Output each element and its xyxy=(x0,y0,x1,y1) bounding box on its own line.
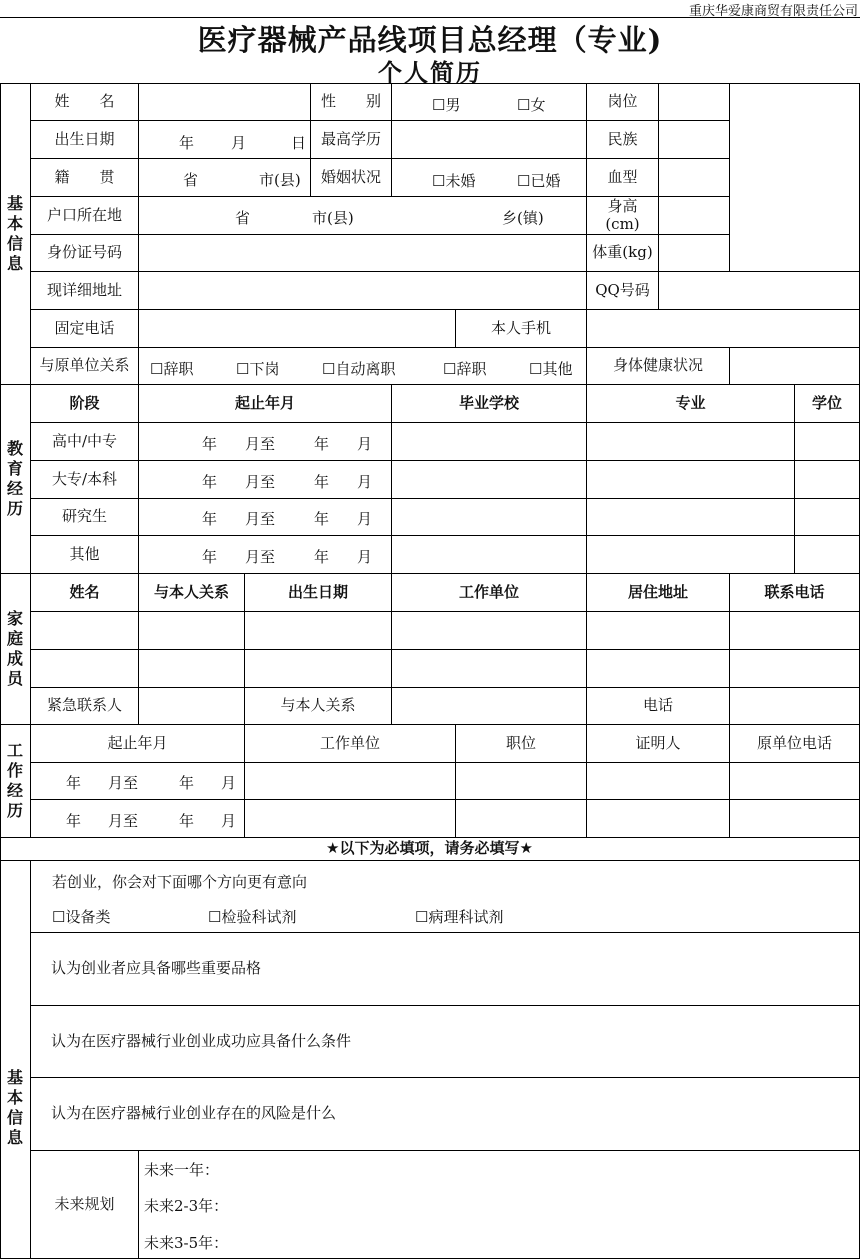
emergency-label: 紧急联系人 xyxy=(31,688,139,725)
fam-header-relation: 与本人关系 xyxy=(139,574,245,612)
fam-phone-input[interactable] xyxy=(730,650,860,688)
gender-male-checkbox[interactable]: ☐男 xyxy=(432,96,461,114)
work-header-phone: 原单位电话 xyxy=(730,725,860,763)
qq-label: QQ号码 xyxy=(587,272,659,310)
tel-input[interactable] xyxy=(139,310,456,348)
work-phone-input[interactable] xyxy=(730,800,860,838)
work-phone-input[interactable] xyxy=(730,763,860,800)
work-period-m1: 月至 xyxy=(108,812,139,830)
education-label: 最高学历 xyxy=(311,121,392,159)
edu-major-input[interactable] xyxy=(587,461,795,499)
rel-laidoff-checkbox[interactable]: ☐下岗 xyxy=(236,360,280,378)
qq-input[interactable] xyxy=(659,272,860,310)
marital-label: 婚姻状况 xyxy=(311,159,392,197)
edu-period-y1: 年 xyxy=(202,473,218,491)
page-title: 医疗器械产品线项目总经理（专业) xyxy=(197,23,663,57)
page-subtitle: 个人简历 xyxy=(378,58,482,87)
rel-other-checkbox[interactable]: ☐其他 xyxy=(529,360,573,378)
native-label: 籍 贯 xyxy=(31,159,139,197)
health-input[interactable] xyxy=(730,348,860,385)
height-input[interactable] xyxy=(659,197,730,235)
edu-stage: 高中/中专 xyxy=(31,423,139,461)
weight-input[interactable] xyxy=(659,235,730,272)
fam-header-address: 居住地址 xyxy=(587,574,730,612)
edu-period-y1: 年 xyxy=(202,548,218,566)
native-city: 市(县) xyxy=(259,171,301,189)
edu-degree-input[interactable] xyxy=(795,536,860,574)
work-header-employer: 工作单位 xyxy=(245,725,456,763)
hukou-town: 乡(镇) xyxy=(502,209,544,227)
direction-question-text: 若创业，你会对下面哪个方向更有意向 xyxy=(52,873,308,891)
rel-resign-checkbox[interactable]: ☐辞职 xyxy=(150,360,194,378)
work-period-y1: 年 xyxy=(66,812,82,830)
lab-reagent-checkbox[interactable]: ☐检验科试剂 xyxy=(208,908,297,926)
work-employer-input[interactable] xyxy=(245,800,456,838)
edu-school-input[interactable] xyxy=(392,499,587,536)
edu-stage: 大专/本科 xyxy=(31,461,139,499)
photo-box[interactable] xyxy=(730,83,860,272)
plan-two-three-years: 未来2-3年： xyxy=(144,1197,229,1215)
weight-label: 体重(kg) xyxy=(587,235,659,272)
edu-stage: 其他 xyxy=(31,536,139,574)
work-reference-input[interactable] xyxy=(587,800,730,838)
education-input[interactable] xyxy=(392,121,587,159)
ethnic-label: 民族 xyxy=(587,121,659,159)
id-label: 身份证号码 xyxy=(31,235,139,272)
fam-header-name: 姓名 xyxy=(31,574,139,612)
section-education: 教育经历 xyxy=(0,385,31,574)
emergency-phone-input[interactable] xyxy=(730,688,860,725)
required-banner: ★以下为必填项，请务必填写★ xyxy=(0,838,860,861)
section-required: 基本信息 xyxy=(0,861,31,1259)
edu-header-stage: 阶段 xyxy=(31,385,139,423)
future-plan-label: 未来规划 xyxy=(31,1151,139,1259)
emergency-input[interactable] xyxy=(139,688,245,725)
emergency-relation-label: 与本人关系 xyxy=(245,688,392,725)
birth-month: 月 xyxy=(231,134,247,152)
success-conditions-question[interactable]: 认为在医疗器械行业创业成功应具备什么条件 xyxy=(31,1006,860,1078)
work-period-m2: 月 xyxy=(221,812,237,830)
edu-period-m1: 月至 xyxy=(245,510,276,528)
fam-relation-input[interactable] xyxy=(139,612,245,650)
fam-header-employer: 工作单位 xyxy=(392,574,587,612)
fam-name-input[interactable] xyxy=(31,650,139,688)
rel-selfleave-checkbox[interactable]: ☐自动离职 xyxy=(322,360,396,378)
edu-period-y1: 年 xyxy=(202,510,218,528)
health-label: 身体健康状况 xyxy=(587,348,730,385)
mobile-input[interactable] xyxy=(587,310,860,348)
hukou-label: 户口所在地 xyxy=(31,197,139,235)
edu-period-m1: 月至 xyxy=(245,435,276,453)
birth-year: 年 xyxy=(179,134,195,152)
fam-header-phone: 联系电话 xyxy=(730,574,860,612)
gender-label: 性 别 xyxy=(311,83,392,121)
relation-label: 与原单位关系 xyxy=(31,348,139,385)
company-name: 重庆华爱康商贸有限责任公司 xyxy=(688,4,858,19)
edu-period-m2: 月 xyxy=(357,548,373,566)
edu-period-m2: 月 xyxy=(357,473,373,491)
work-period-y2: 年 xyxy=(179,774,195,792)
fam-birth-input[interactable] xyxy=(245,612,392,650)
edu-major-input[interactable] xyxy=(587,536,795,574)
work-employer-input[interactable] xyxy=(245,763,456,800)
blood-label: 血型 xyxy=(587,159,659,197)
hukou-province: 省 xyxy=(235,209,251,227)
fam-employer-input[interactable] xyxy=(392,612,587,650)
edu-period-y1: 年 xyxy=(202,435,218,453)
edu-degree-input[interactable] xyxy=(795,423,860,461)
address-label: 现详细地址 xyxy=(31,272,139,310)
section-basic: 基本信息 xyxy=(0,83,31,385)
edu-period-m1: 月至 xyxy=(245,548,276,566)
edu-stage: 研究生 xyxy=(31,499,139,536)
section-family: 家庭成员 xyxy=(0,574,31,725)
edu-period-m1: 月至 xyxy=(245,473,276,491)
work-period-y2: 年 xyxy=(179,812,195,830)
address-input[interactable] xyxy=(139,272,587,310)
work-header-reference: 证明人 xyxy=(587,725,730,763)
unmarried-checkbox[interactable]: ☐未婚 xyxy=(432,172,476,190)
post-label: 岗位 xyxy=(587,83,659,121)
edu-degree-input[interactable] xyxy=(795,499,860,536)
edu-school-input[interactable] xyxy=(392,423,587,461)
id-input[interactable] xyxy=(139,235,587,272)
hukou-city: 市(县) xyxy=(312,209,354,227)
edu-major-input[interactable] xyxy=(587,423,795,461)
edu-header-period: 起止年月 xyxy=(139,385,392,423)
name-label: 姓 名 xyxy=(31,83,139,121)
blood-input[interactable] xyxy=(659,159,730,197)
work-period-y1: 年 xyxy=(66,774,82,792)
gender-field xyxy=(392,83,587,121)
gender-female-checkbox[interactable]: ☐女 xyxy=(517,96,546,114)
birth-input[interactable] xyxy=(139,121,311,159)
edu-school-input[interactable] xyxy=(392,461,587,499)
edu-period-m2: 月 xyxy=(357,510,373,528)
plan-one-year: 未来一年： xyxy=(144,1161,220,1179)
mobile-label: 本人手机 xyxy=(456,310,587,348)
edu-header-degree: 学位 xyxy=(795,385,860,423)
fam-name-input[interactable] xyxy=(31,612,139,650)
pathology-reagent-checkbox[interactable]: ☐病理科试剂 xyxy=(415,908,504,926)
fam-birth-input[interactable] xyxy=(245,650,392,688)
emergency-relation-input[interactable] xyxy=(392,688,587,725)
edu-header-school: 毕业学校 xyxy=(392,385,587,423)
edu-period-y2: 年 xyxy=(314,473,330,491)
name-input[interactable] xyxy=(139,83,311,121)
work-period-m2: 月 xyxy=(221,774,237,792)
future-plan-input[interactable] xyxy=(139,1151,860,1259)
fam-header-birth: 出生日期 xyxy=(245,574,392,612)
edu-period-y2: 年 xyxy=(314,510,330,528)
work-reference-input[interactable] xyxy=(587,763,730,800)
emergency-phone-label: 电话 xyxy=(587,688,730,725)
edu-period-y2: 年 xyxy=(314,435,330,453)
work-header-period: 起止年月 xyxy=(31,725,245,763)
equipment-checkbox[interactable]: ☐设备类 xyxy=(52,908,111,926)
edu-degree-input[interactable] xyxy=(795,461,860,499)
rel-resign2-checkbox[interactable]: ☐辞职 xyxy=(443,360,487,378)
section-work: 工作经历 xyxy=(0,725,31,838)
birth-day: 日 xyxy=(291,134,307,152)
married-checkbox[interactable]: ☐已婚 xyxy=(517,172,561,190)
edu-period-y2: 年 xyxy=(314,548,330,566)
fam-employer-input[interactable] xyxy=(392,650,587,688)
native-province: 省 xyxy=(183,171,199,189)
tel-label: 固定电话 xyxy=(31,310,139,348)
edu-period-m2: 月 xyxy=(357,435,373,453)
edu-school-input[interactable] xyxy=(392,536,587,574)
plan-three-five-years: 未来3-5年： xyxy=(144,1234,229,1252)
work-header-position: 职位 xyxy=(456,725,587,763)
work-position-input[interactable] xyxy=(456,800,587,838)
qualities-question[interactable]: 认为创业者应具备哪些重要品格 xyxy=(31,933,860,1006)
fam-address-input[interactable] xyxy=(587,650,730,688)
risks-question[interactable]: 认为在医疗器械行业创业存在的风险是什么 xyxy=(31,1078,860,1151)
fam-address-input[interactable] xyxy=(587,612,730,650)
work-period-m1: 月至 xyxy=(108,774,139,792)
fam-phone-input[interactable] xyxy=(730,612,860,650)
edu-header-major: 专业 xyxy=(587,385,795,423)
fam-relation-input[interactable] xyxy=(139,650,245,688)
post-input[interactable] xyxy=(659,83,730,121)
edu-major-input[interactable] xyxy=(587,499,795,536)
work-position-input[interactable] xyxy=(456,763,587,800)
birth-label: 出生日期 xyxy=(31,121,139,159)
ethnic-input[interactable] xyxy=(659,121,730,159)
height-label: 身高(cm) xyxy=(587,197,659,235)
